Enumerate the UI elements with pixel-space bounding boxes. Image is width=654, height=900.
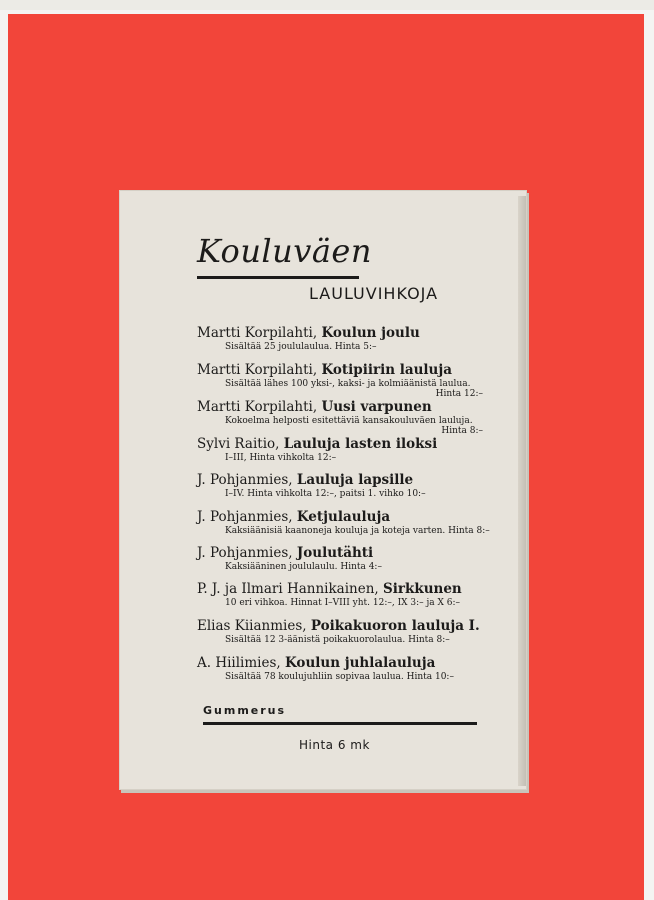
list-item [197, 581, 483, 608]
list-item [197, 399, 483, 436]
entry-author: Martti Korpilahti, [197, 362, 318, 378]
entry-title: Lauluja lapsille [296, 472, 414, 488]
entry-description: Sisältää 12 3-äänistä poikakuorolaulua. Hinta 8:– [225, 635, 450, 645]
booklet-price: Hinta 6 mk [299, 738, 370, 752]
entry-title: Poikakuoron lauluja I. [310, 618, 480, 634]
entry-description: Sisältää lähes 100 yksi-, kaksi- ja kolmiäänistä laulua. [225, 379, 471, 389]
entry-author: Martti Korpilahti, [197, 325, 318, 341]
entry-description: Kaksiääninen joululaulu. Hinta 4:– [225, 562, 382, 572]
entry-description: Sisältää 78 koulujuhliin sopivaa laulua. Hinta 10:– [225, 672, 454, 682]
entry-title: Uusi varpunen [321, 399, 432, 415]
entry-title: Sirkkunen [383, 581, 462, 597]
entry-description: Sisältää 25 joululaulua. Hinta 5:– [225, 342, 377, 352]
list-item [197, 472, 483, 499]
list-item [197, 436, 483, 463]
entry-author: Sylvi Raitio, [197, 436, 280, 452]
list-item [197, 325, 483, 352]
booklet-subtitle: LAULUVIHKOJA [309, 284, 439, 303]
entry-author: A. Hiilimies, [197, 655, 281, 671]
entry-description: Kokoelma helposti esitettäviä kansakouluväen lauluja. [225, 416, 473, 426]
entry-description: I–IV. Hinta vihkolta 12:–, paitsi 1. vihko 10:– [225, 489, 426, 499]
entry-title: Ketjulauluja [296, 509, 391, 525]
entry-description: Kaksiäänisiä kaanoneja kouluja ja koteja varten. Hinta 8:– [225, 526, 490, 536]
list-item [197, 655, 483, 682]
list-item [197, 362, 483, 399]
entry-author: J. Pohjanmies, [197, 472, 293, 488]
publisher-name: Gummerus [203, 704, 287, 717]
entry-price: Hinta 12:– [435, 389, 483, 399]
entry-author: J. Pohjanmies, [197, 545, 293, 561]
entry-description: I–III, Hinta vihkolta 12:– [225, 453, 337, 463]
booklet-title: Kouluväen [197, 232, 372, 270]
bottom-divider [203, 722, 477, 725]
list-item [197, 509, 490, 536]
list-item [197, 545, 483, 572]
entry-description: 10 eri vihkoa. Hinnat I–VIII yht. 12:–, IX 3:– ja X 6:– [225, 598, 461, 608]
entry-title: Koulun joulu [321, 325, 420, 341]
entry-price: Hinta 8:– [441, 426, 483, 436]
entry-title: Kotipiirin lauluja [321, 362, 452, 378]
entry-author: Martti Korpilahti, [197, 399, 318, 415]
booklet-spine-edge [518, 196, 526, 786]
booklet-back-cover [119, 190, 527, 790]
list-item [197, 618, 483, 645]
entry-author: P. J. ja Ilmari Hannikainen, [197, 581, 379, 597]
entry-title: Joulutähti [296, 545, 374, 561]
entry-author: Elias Kiianmies, [197, 618, 307, 634]
entry-author: J. Pohjanmies, [197, 509, 293, 525]
entry-title: Lauluja lasten iloksi [283, 436, 438, 452]
entry-title: Koulun juhlalauluja [285, 655, 436, 671]
scan-top-margin [0, 0, 654, 10]
title-underline [197, 276, 359, 279]
